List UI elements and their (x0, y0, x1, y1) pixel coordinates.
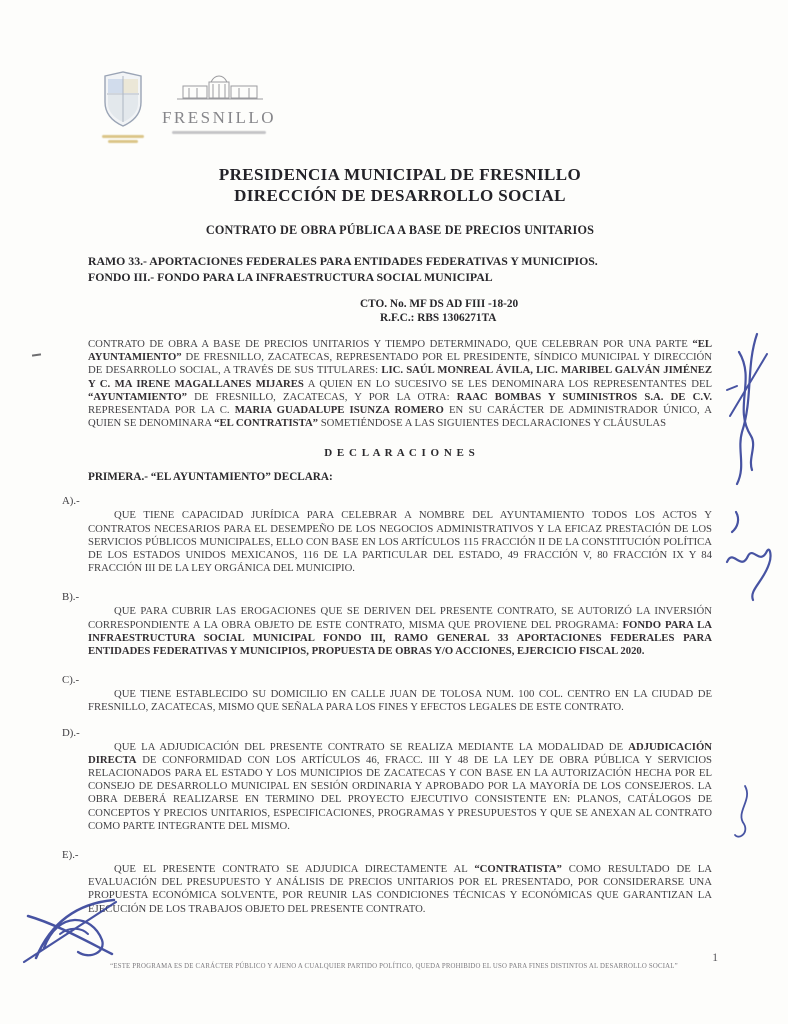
declaration-label: C).- (62, 674, 80, 687)
declaration-text: QUE EL PRESENTE CONTRATO SE ADJUDICA DIRECTAMENTE AL “CONTRATISTA” COMO RESULTADO DE LA EVALUACIÓN DEL PRESUPUESTO Y ANÁLISIS DE PRECIOS UNITARIOS POR EL PRESENTADO, POR CONSIDERARSE UNA PROPUESTA ECONÓMICA SOLVENTE, POR REUNIR LAS CONDICIONES TÉCNICAS Y ECONÓMICAS QUE GARANTIZAN LA EJECUCIÓN DE LOS TRABAJOS OBJETO DEL PRESENTE CONTRATO. (88, 863, 712, 915)
intro-paragraph: CONTRATO DE OBRA A BASE DE PRECIOS UNITARIOS Y TIEMPO DETERMINADO, QUE CELEBRAN POR UNA PARTE “EL AYUNTAMIENTO” DE FRESNILLO, ZACATECAS, REPRESENTADO POR EL PRESIDENTE, SÍNDICO MUNICIPAL Y DIRECCIÓN DE DESARROLLO SOCIAL, A TRAVÉS DE SUS TITULARES: LIC. SAÚL MONREAL ÁVILA, LIC. MARIBEL GALVÁN JIMÉNEZ Y C. MA IRENE MAGALLANES MIJARES A QUIEN EN LO SUCESIVO SE LES DENOMINARA LOS REPRESENTANTES DEL “AYUNTAMIENTO” DE FRESNILLO, ZACATECAS, Y POR LA OTRA: RAAC BOMBAS Y SUMINISTROS S.A. DE C.V. REPRESENTADA POR LA C. MARIA GUADALUPE ISUNZA ROMERO EN SU CARÁCTER DE ADMINISTRADOR ÚNICO, A QUIEN SE DENOMINARA “EL CONTRATISTA” SOMETIÉNDOSE A LAS SIGUIENTES DECLARACIONES Y CLÁUSULAS (88, 338, 713, 430)
declaration-item-e (62, 849, 712, 916)
signature-mark-right-top (739, 352, 753, 470)
declaration-text: QUE TIENE CAPACIDAD JURÍDICA PARA CELEBRAR A NOMBRE DEL AYUNTAMIENTO TODOS LOS ACTOS Y CONTRATOS NECESARIOS PARA EL DESEMPEÑO DE LOS NEGOCIOS ADMINISTRATIVOS Y LA EFICAZ PRESTACIÓN DE LOS SERVICIOS PÚBLICOS MUNICIPALES, ELLO CON BASE EN LOS ARTÍCULOS 115 FRACCIÓN II DE LA CONSTITUCIÓN POLÍTICA DE LOS ESTADOS UNIDOS MEXICANOS, 116 DE LA PARTICULAR DEL ESTADO, 49 FRACCIÓN V, 80 FRACCIÓN IX Y 84 FRACCIÓN III DE LA LEY ORGÁNICA DEL MUNICIPIO. (88, 509, 712, 575)
fresnillo-wordmark: FRESNILLO (161, 108, 277, 127)
declaration-text: QUE TIENE ESTABLECIDO SU DOMICILIO EN CALLE JUAN DE TOLOSA NUM. 100 COL. CENTRO EN LA CIUDAD DE FRESNILLO, ZACATECAS, MISMO QUE SEÑALA PARA LOS FINES Y EFECTOS LEGALES DE ESTE CONTRATO. (88, 688, 712, 714)
contract-number-block (360, 298, 712, 325)
declaration-text: QUE LA ADJUDICACIÓN DEL PRESENTE CONTRATO SE REALIZA MEDIANTE LA MODALIDAD DE ADJUDICACIÓN DIRECTA DE CONFORMIDAD CON LOS ARTÍCULOS 46, FRACC. III Y 48 DE LA LEY DE OBRA PÚBLICA Y SERVICIOS RELACIONADOS PARA EL ESTADO Y LOS MUNICIPIOS DE ZACATECAS Y CON BASE EN LA AUTORIZACIÓN HECHA POR EL CONSEJO DE DESARROLLO MUNICIPAL EN SESIÓN ORDINARIA Y APROBADO POR LA MAYORÍA DE LOS CONSEJEROS. LA OBRA DEBERÁ REALIZARSE EN TERMINO DEL PROYECTO EJECUTIVO CONSISTENTE EN: PLANOS, CATÁLOGOS DE CONCEPTOS Y PRECIOS UNITARIOS, ESPECIFICACIONES, PROGRAMAS Y PRESUPUESTOS Y QUE SE ANEXAN AL CONTRATO COMO PARTE INTEGRANTE DEL MISMO. (88, 740, 712, 832)
primera-declaration-title: PRIMERA.- “EL AYUNTAMIENTO” DECLARA: (88, 471, 333, 484)
program-heading (88, 254, 712, 285)
signature-mark-right-comma (732, 512, 738, 532)
title-line-2: DIRECCIÓN DE DESARROLLO SOCIAL (234, 186, 566, 205)
signature-mark-right-top (737, 334, 757, 484)
declaration-label: B).- (62, 591, 80, 604)
signature-mark-right-top (727, 386, 737, 390)
signature-mark-right-hook (735, 786, 747, 837)
declaration-label: A).- (62, 495, 80, 508)
ramo-line-2: FONDO III.- FONDO PARA LA INFRAESTRUCTURA SOCIAL MUNICIPAL (88, 269, 493, 284)
contract-rfc: R.F.C.: RBS 1306271TA (380, 311, 497, 324)
declaration-label: D).- (62, 726, 80, 739)
margin-pen-mark (32, 353, 41, 356)
page-title (88, 0, 712, 206)
title-line-1: PRESIDENCIA MUNICIPAL DE FRESNILLO (218, 165, 582, 184)
signature-mark-bottom-left (28, 916, 112, 954)
footer-disclaimer: “ESTE PROGRAMA ES DE CARÁCTER PÚBLICO Y AJENO A CUALQUIER PARTIDO POLÍTICO, QUEDA PROHIBIDO EL USO PARA FINES DISTINTOS AL DESARROLLO SOCIAL” (110, 963, 678, 970)
signature-mark-right-squiggle (727, 550, 770, 600)
declaration-text: QUE PARA CUBRIR LAS EROGACIONES QUE SE DERIVEN DEL PRESENTE CONTRATO, SE AUTORIZÓ LA INVERSIÓN CORRESPONDIENTE A LA OBRA OBJETO DE ESTE CONTRATO, MISMA QUE PROVIENE DEL PROGRAMA: FONDO PARA LA INFRAESTRUCTURA SOCIAL MUNICIPAL FONDO III, RAMO GENERAL 33 APORTACIONES FEDERALES PARA ENTIDADES FEDERATIVAS Y MUNICIPIOS, PROPUESTA DE OBRAS Y/O ACCIONES, EJERCICIO FISCAL 2020. (88, 605, 712, 658)
declaration-item-d (62, 726, 712, 833)
declaration-item-c (62, 674, 712, 714)
signature-mark-bottom-left (60, 929, 88, 934)
declarations-heading: D E C L A R A C I O N E S (324, 447, 476, 460)
ramo-line-1: RAMO 33.- APORTACIONES FEDERALES PARA ENTIDADES FEDERATIVAS Y MUNICIPIOS. (88, 254, 598, 268)
contract-number: CTO. No. MF DS AD FIII -18-20 (360, 298, 519, 310)
contract-subtitle: CONTRATO DE OBRA PÚBLICA A BASE DE PRECIOS UNITARIOS (205, 223, 595, 237)
page-number: 1 (712, 952, 718, 964)
declaration-label: E).- (62, 849, 79, 862)
declaration-item-a (62, 495, 712, 575)
signature-mark-bottom-left (44, 920, 103, 955)
signature-mark-right-top (730, 354, 767, 416)
document-body (62, 0, 713, 916)
declaration-item-b (62, 591, 712, 658)
